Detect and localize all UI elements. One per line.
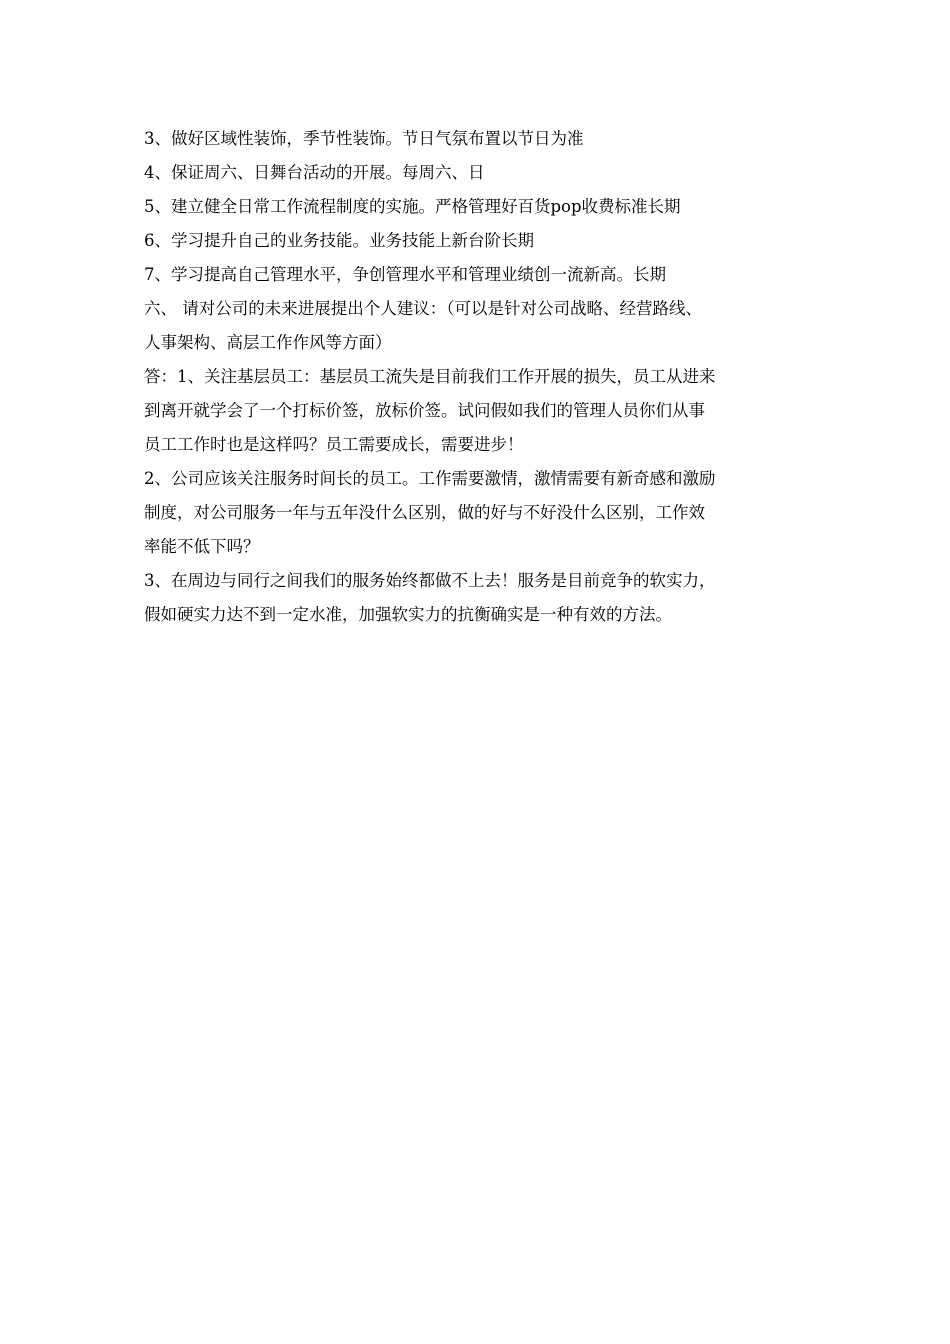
section-heading-line: 人事架构、高层工作作风等方面） [144,333,392,352]
text-line: 6、学习提升自己的业务技能。业务技能上新台阶长期 [144,231,534,250]
answer-line: 答：1、关注基层员工：基层员工流失是目前我们工作开展的损失，员工从进来 [144,367,716,386]
answer-line: 制度，对公司服务一年与五年没什么区别，做的好与不好没什么区别，工作效 [144,503,705,522]
answer-line: 到离开就学会了一个打标价签，放标价签。试问假如我们的管理人员你们从事 [144,401,705,420]
text-line: 4、保证周六、日舞台活动的开展。每周六、日 [144,163,485,182]
answer-line: 3、在周边与同行之间我们的服务始终都做不上去！服务是目前竞争的软实力， [144,571,716,590]
text-line: 5、建立健全日常工作流程制度的实施。严格管理好百货pop收费标准长期 [144,197,681,216]
answer-line: 员工工作时也是这样吗？员工需要成长，需要进步！ [144,435,524,454]
answer-line: 率能不低下吗？ [144,537,260,556]
text-line: 3、做好区域性装饰，季节性装饰。节日气氛布置以节日为准 [144,129,584,148]
answer-line: 假如硬实力达不到一定水准，加强软实力的抗衡确实是一种有效的方法。 [144,605,672,624]
document-body [144,122,824,632]
text-line: 7、学习提高自己管理水平，争创管理水平和管理业绩创一流新高。长期 [144,265,666,284]
answer-line: 2、公司应该关注服务时间长的员工。工作需要激情，激情需要有新奇感和激励 [144,469,716,488]
section-heading-line: 六、 请对公司的未来进展提出个人建议：（可以是针对公司战略、经营路线、 [144,299,702,318]
